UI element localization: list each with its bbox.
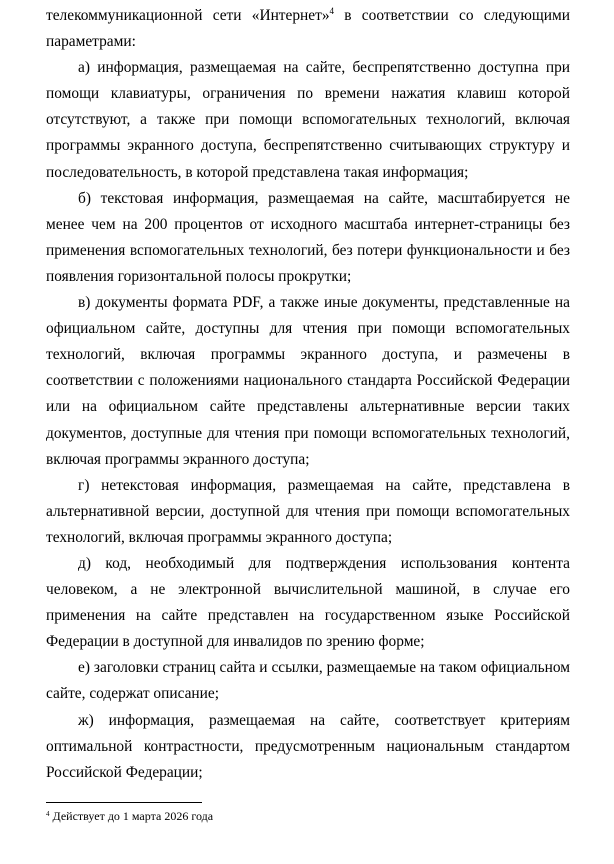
footnote xyxy=(46,806,213,826)
list-item-d: д) код, необходимый для подтверждения использования контента человеком, а не электронной вычислительной машиной, в случае его применения на сайте представлен на государственном языке Российской Федерации в доступной для инвалидов по зрению форме; xyxy=(46,554,570,651)
footnote-separator xyxy=(46,802,202,803)
list-item-b: б) текстовая информация, размещаемая на сайте, масштабируется не менее чем на 200 процентов от исходного масштаба интернет-страницы без применения вспомогательных технологий, без потери функциональности и без появления горизонтальной полосы прокрутки; xyxy=(46,189,570,285)
intro-text-before: телекоммуникационной сети «Интернет» xyxy=(46,7,330,24)
list-item-zh: ж) информация, размещаемая на сайте, соответствует критериям оптимальной контрастности, предусмотренным национальным стандартом Российской Федерации; xyxy=(46,711,570,781)
list-item-a: а) информация, размещаемая на сайте, беспрепятственно доступна при помощи клавиатуры, ограничения по времени нажатия клавиш которой отсутствуют, а также при помощи вспомогательных технологий, включая программы экранного доступа, беспрепятственно считывающих структуру и последовательность, в которой представлена такая информация; xyxy=(46,59,570,181)
list-item-g: г) нетекстовая информация, размещаемая на сайте, представлена в альтернативной версии, доступной для чтения при помощи вспомогательных технологий, включая программы экранного доступа; xyxy=(46,476,570,546)
intro-paragraph xyxy=(46,3,570,55)
intro-text-after: в соответствии со следующими параметрами: xyxy=(46,7,570,51)
list-item-v: в) документы формата PDF, а также иные документы, представленные на официальном сайте, доступны для чтения при помощи вспомогательных технологий, включая программы экранного доступа, и размечены в соответствии с положениями национального стандарта Российской Федерации или на официальном сайте представлены альтернативные версии таких документов, доступные для чтения при помощи вспомогательных технологий, включая программы экранного доступа; xyxy=(46,294,570,468)
footnote-marker: 4 xyxy=(46,810,50,818)
footnote-reference: 4 xyxy=(329,6,335,16)
footnote-text: Действует до 1 марта 2026 года xyxy=(49,809,214,823)
list-item-e: е) заголовки страниц сайта и ссылки, размещаемые на таком официальном сайте, содержат описание; xyxy=(46,659,570,703)
document-body xyxy=(46,3,570,786)
